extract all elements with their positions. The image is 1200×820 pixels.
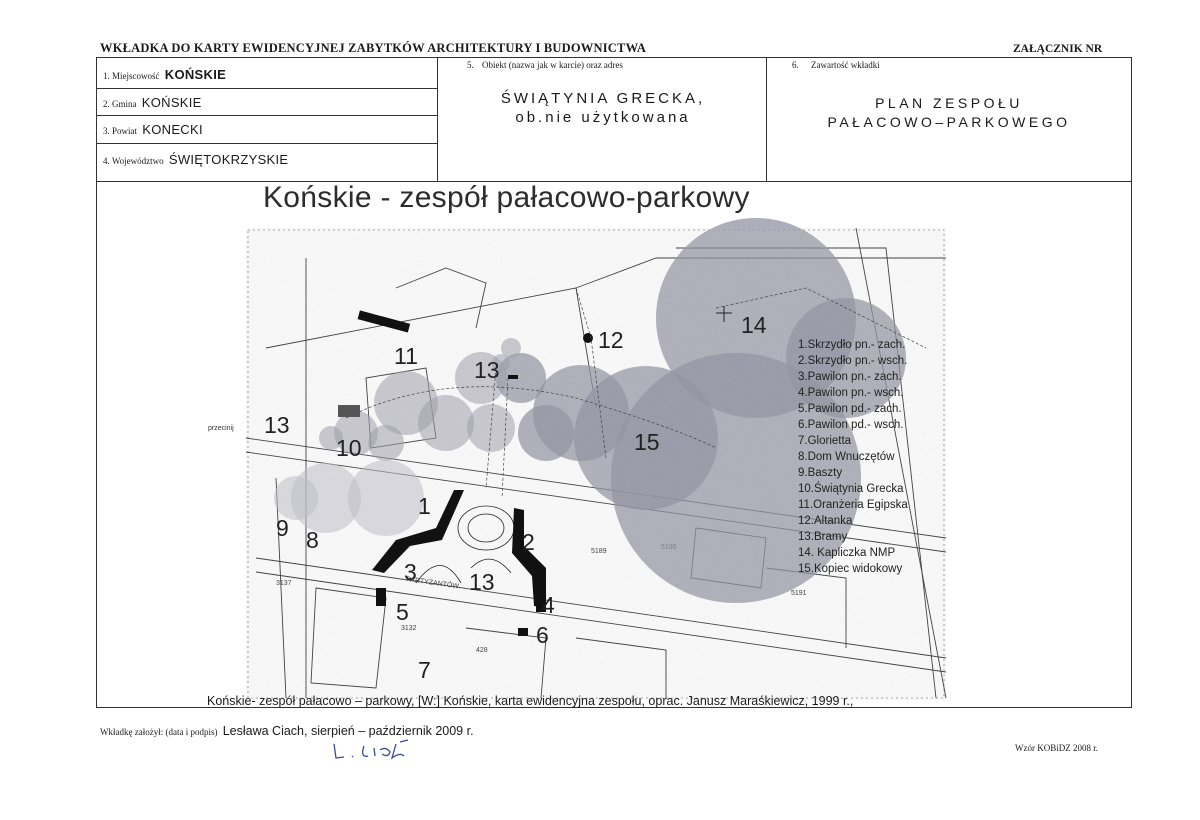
object-label [467,60,623,70]
contents-value-line2: PAŁACOWO–PARKOWEGO [827,114,1071,130]
contents-value-line1: PLAN ZESPOŁU [875,95,1023,111]
field-miejscowosc-label: 1. Miejscowość [103,71,160,81]
map-number: 10 [336,435,362,461]
legend-item: 14. Kapliczka NMP [798,547,896,559]
row-divider-2 [96,115,437,116]
legend-item: 10.Świątynia Grecka [798,483,904,495]
legend-item: 9.Baszty [798,467,843,479]
created-by-value: Lesława Ciach, sierpień – październik 2009 r. [222,724,474,738]
object-label-text: Obiekt (nazwa jak w karcie) oraz adres [482,60,623,70]
attachment-label: ZAŁĄCZNIK NR [1013,43,1103,55]
field-gmina-value: KOŃSKIE [141,95,202,110]
field-powiat [103,122,203,137]
legend-item: 3.Pawilon pn.- zach. [798,371,902,383]
handwritten-signature [330,736,420,766]
legend-item: 12.Altanka [798,515,853,527]
object-name [440,89,766,127]
legend-item: 11.Oranżeria Egipska [798,499,908,511]
map-caption: Końskie- zespół pałacowo – parkowy, [W:] Końskie, karta ewidencyjna zespołu, oprac. Janusz Maraśkiewicz, 1999 r., [207,694,854,708]
building-swiatynia [338,405,360,417]
legend-item: 4.Pawilon pn.- wsch. [798,387,904,399]
object-name-line1: ŚWIĄTYNIA GRECKA, [500,90,706,107]
field-gmina-label: 2. Gmina [103,99,137,109]
template-version: Wzór KOBiDZ 2008 r. [1015,743,1098,753]
map-number: 2 [522,529,535,555]
map-number: 13 [474,357,500,383]
map-number: 14 [741,312,767,338]
map-number: 11 [394,343,418,369]
field-wojewodztwo [103,152,288,167]
legend-item: 7.Glorietta [798,435,852,447]
legend-item: 6.Pawilon pd.- wsch. [798,419,904,431]
contents-label-number: 6. [792,60,799,70]
map-number: 13 [469,569,495,595]
field-miejscowosc-value: KOŃSKIE [164,67,227,82]
map-number: 15 [634,429,660,455]
legend-item: 5.Pawilon pd.- zach. [798,403,902,415]
map-number: 3 [404,559,417,585]
field-miejscowosc [103,67,226,82]
document-title: WKŁADKA DO KARTY EWIDENCYJNEJ ZABYTKÓW ARCHITEKTURY I BUDOWNICTWA [100,41,647,55]
park-map [208,228,946,700]
row-divider-3 [96,143,437,144]
object-name-line2: ob.nie użytkowana [515,109,691,126]
field-wojewodztwo-value: ŚWIĘTOKRZYSKIE [168,152,289,167]
gate-mark [508,375,518,379]
map-number: 4 [542,592,555,618]
legend-item: 15.Kopiec widokowy [798,563,903,575]
map-number: 6 [536,622,549,648]
map-number: 8 [306,527,319,553]
field-gmina [103,95,202,110]
pavilion-s [518,628,528,636]
legend-item: 8.Dom Wnuczętów [798,451,895,463]
map-number: 1 [418,493,431,519]
object-label-number: 5. [467,60,474,70]
map-number: 5 [396,599,409,625]
legend-item: 1.Skrzydło pn.- zach. [798,339,906,351]
divider-left [437,57,438,181]
street-label: przecinij [208,425,234,432]
contents-value [766,94,1132,132]
map-title: Końskie - zespół pałacowo-parkowy [263,181,750,214]
map-number: 9 [276,515,289,541]
created-by-label: Wkładkę założył: (data i podpis) [100,727,218,737]
map-number: 13 [264,412,290,438]
contents-label [792,60,880,70]
field-wojewodztwo-label: 4. Województwo [103,156,164,166]
map-number: 12 [598,327,624,353]
print-grain [246,228,946,700]
legend-item: 13.Bramy [798,531,848,543]
contents-label-text: Zawartość wkładki [811,60,880,70]
map-number: 7 [418,657,431,683]
field-powiat-label: 3. Powiat [103,126,138,136]
pavilion-sw [376,588,386,606]
row-divider-1 [96,88,437,89]
legend-item: 2.Skrzydło pn.- wsch. [798,355,908,367]
field-powiat-value: KONECKI [142,122,203,137]
